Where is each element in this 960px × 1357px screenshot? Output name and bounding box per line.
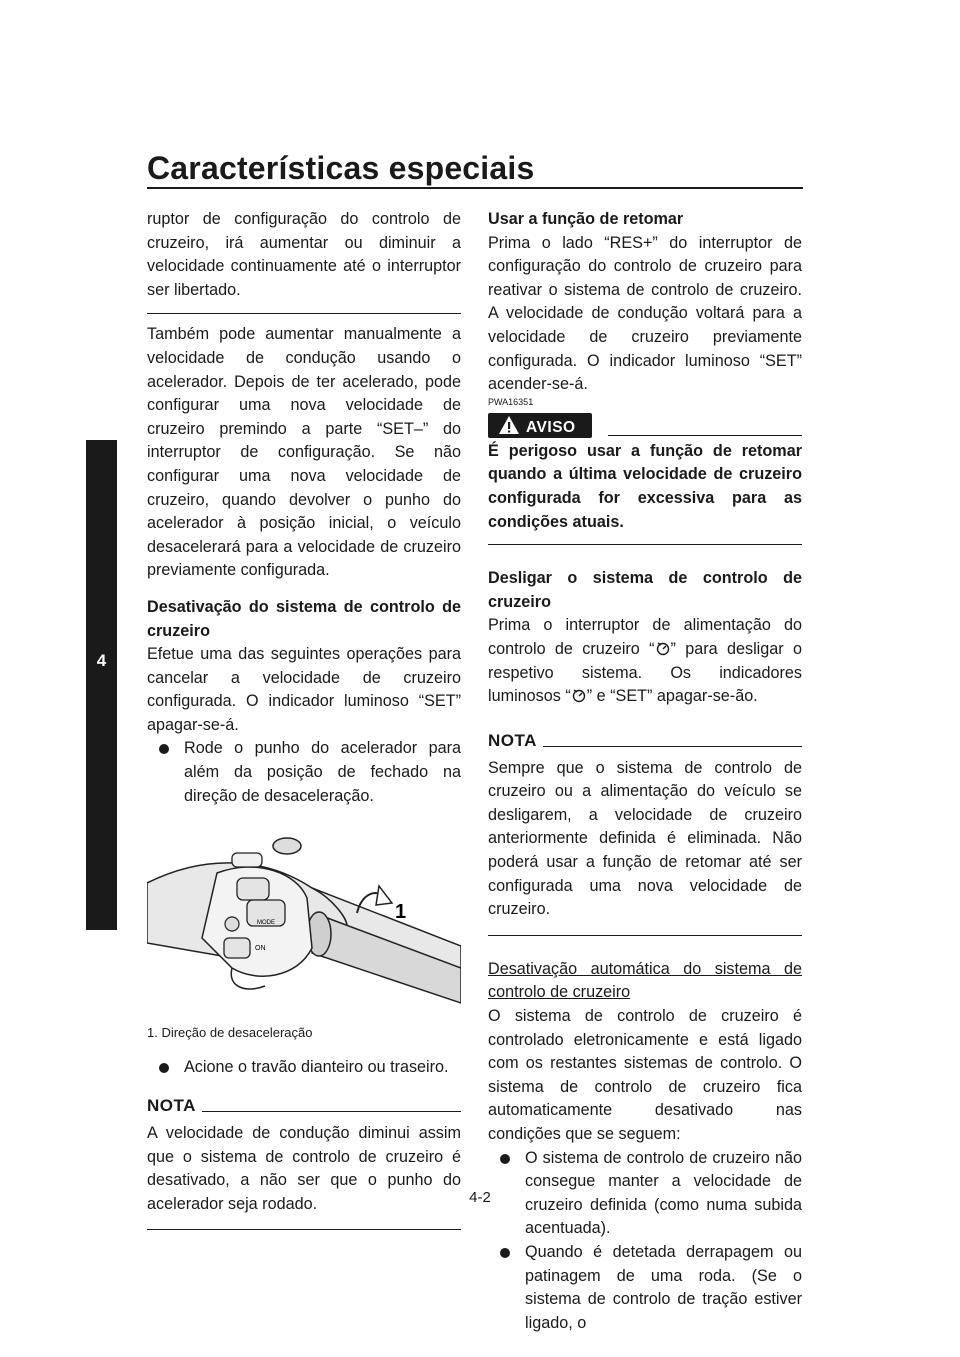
- warning-text: É perigoso usar a função de retomar quando a última velocidade de cruzeiro configurada for excessiva para as condições atuais.: [488, 441, 802, 531]
- text-run: Prima o interruptor de alimentação do controlo de cruzeiro “: [488, 616, 802, 658]
- text-run: ” e “SET” apagar-se-ão.: [586, 687, 758, 706]
- note-rule: [202, 1111, 461, 1112]
- bullet-icon: [500, 1248, 510, 1258]
- list-item-text: Quando é detetada derrapagem ou patinagem de uma roda. (Se o sistema de controlo de tração estiver ligado, o: [525, 1242, 802, 1332]
- bullet-icon: [159, 744, 169, 754]
- note-text: A velocidade de condução diminui assim que o sistema de controlo de cruzeiro é desativado, a não ser que o punho do acelerador seja rodado.: [147, 1124, 461, 1213]
- subsection-heading: Desativação automática do sistema de controlo de cruzeiro: [488, 959, 802, 1002]
- divider: [147, 313, 461, 314]
- note-rule: [543, 746, 802, 747]
- paragraph: Efetue uma das seguintes operações para cancelar a velocidade de cruzeiro configurada. O indicador luminoso “SET” apagar-se-á.: [147, 645, 461, 734]
- paragraph: O sistema de controlo de cruzeiro é controlado eletronicamente e está ligado com os restantes sistemas de controlo. O sistema de controlo de cruzeiro fica automaticamente desativado nas condições que se seguem:: [488, 1007, 802, 1143]
- note-header: [147, 1094, 461, 1118]
- figure-caption: 1. Direção de desaceleração: [147, 1024, 313, 1040]
- paragraph: Prima o lado “RES+” do interruptor de configuração do controlo de cruzeiro para reativar o sistema de controlo de cruzeiro. A velocidade de condução voltará para a velocidade de cruzeiro previamente configurada. O indicador luminoso “SET” acender-se-á.: [488, 233, 802, 394]
- list-item: [147, 1056, 461, 1080]
- warning-badge: [488, 413, 592, 438]
- note-label: NOTA: [488, 731, 537, 751]
- figure-callout: 1: [395, 901, 407, 924]
- list-item-text: O sistema de controlo de cruzeiro não consegue manter a velocidade de cruzeiro definida (como numa subida acentuada).: [525, 1148, 802, 1238]
- divider: [488, 544, 802, 545]
- chapter-number: 4: [96, 651, 107, 670]
- bullet-icon: [500, 1154, 510, 1164]
- list-item-text: Acione o travão dianteiro ou traseiro.: [184, 1058, 449, 1077]
- paragraph: ruptor de configuração do controlo de cruzeiro, irá aumentar ou diminuir a velocidade continuamente até o interruptor ser libertado.: [147, 210, 461, 299]
- handlebar-switch-illustration: [147, 828, 461, 1013]
- section-heading: Usar a função de retomar: [488, 210, 684, 228]
- text-run: ” para desligar o respetivo sistema. Os indicadores luminosos “: [488, 639, 802, 706]
- section-heading: Desligar o sistema de controlo de cruzeiro: [488, 569, 802, 611]
- warning-rule: [608, 435, 802, 436]
- right-column: [488, 208, 802, 1335]
- section-heading: Desativação do sistema de controlo de cruzeiro: [147, 597, 461, 640]
- bullet-icon: [159, 1063, 169, 1073]
- divider: [488, 935, 802, 936]
- note-header: [488, 729, 802, 753]
- list-item: [147, 737, 461, 808]
- page-number: 4-2: [469, 1189, 491, 1206]
- on-label: ON: [255, 945, 266, 953]
- warning-code: PWA16351: [488, 396, 534, 407]
- warning-header: [488, 410, 802, 440]
- cruise-control-icon: [655, 640, 671, 656]
- list-item: [488, 1241, 802, 1335]
- paragraph: [488, 614, 802, 708]
- list-item-text: Rode o punho do acelerador para além da posição de fechado na direção de desaceleração.: [184, 739, 461, 805]
- cruise-control-icon: [571, 687, 587, 703]
- warning-label: AVISO: [526, 418, 576, 436]
- note-text: Sempre que o sistema de controlo de cruzeiro ou a alimentação do veículo se desligarem, a velocidade de cruzeiro anteriormente definida é eliminada. Não poderá usar a função de retomar até ser configurada uma nova velocidade de cruzeiro.: [488, 758, 802, 919]
- note-label: NOTA: [147, 1096, 196, 1116]
- page-title: Características especiais: [147, 150, 535, 186]
- warning-icon: [498, 415, 520, 435]
- divider: [147, 1229, 461, 1230]
- chapter-tab: [86, 440, 117, 930]
- paragraph: Também pode aumentar manualmente a velocidade de condução usando o acelerador. Depois de ter acelerado, pode configurar uma nova velocidade de cruzeiro premindo a parte “SET–” do interruptor de configuração. Se não configurar uma nova velocidade de cruzeiro, quando devolver o punho do acelerador à posição inicial, o veículo desacelerará para a velocidade de cruzeiro previamente configurada.: [147, 325, 461, 580]
- mode-label: MODE: [257, 920, 275, 927]
- title-rule: [147, 187, 803, 189]
- left-column: [147, 208, 461, 1230]
